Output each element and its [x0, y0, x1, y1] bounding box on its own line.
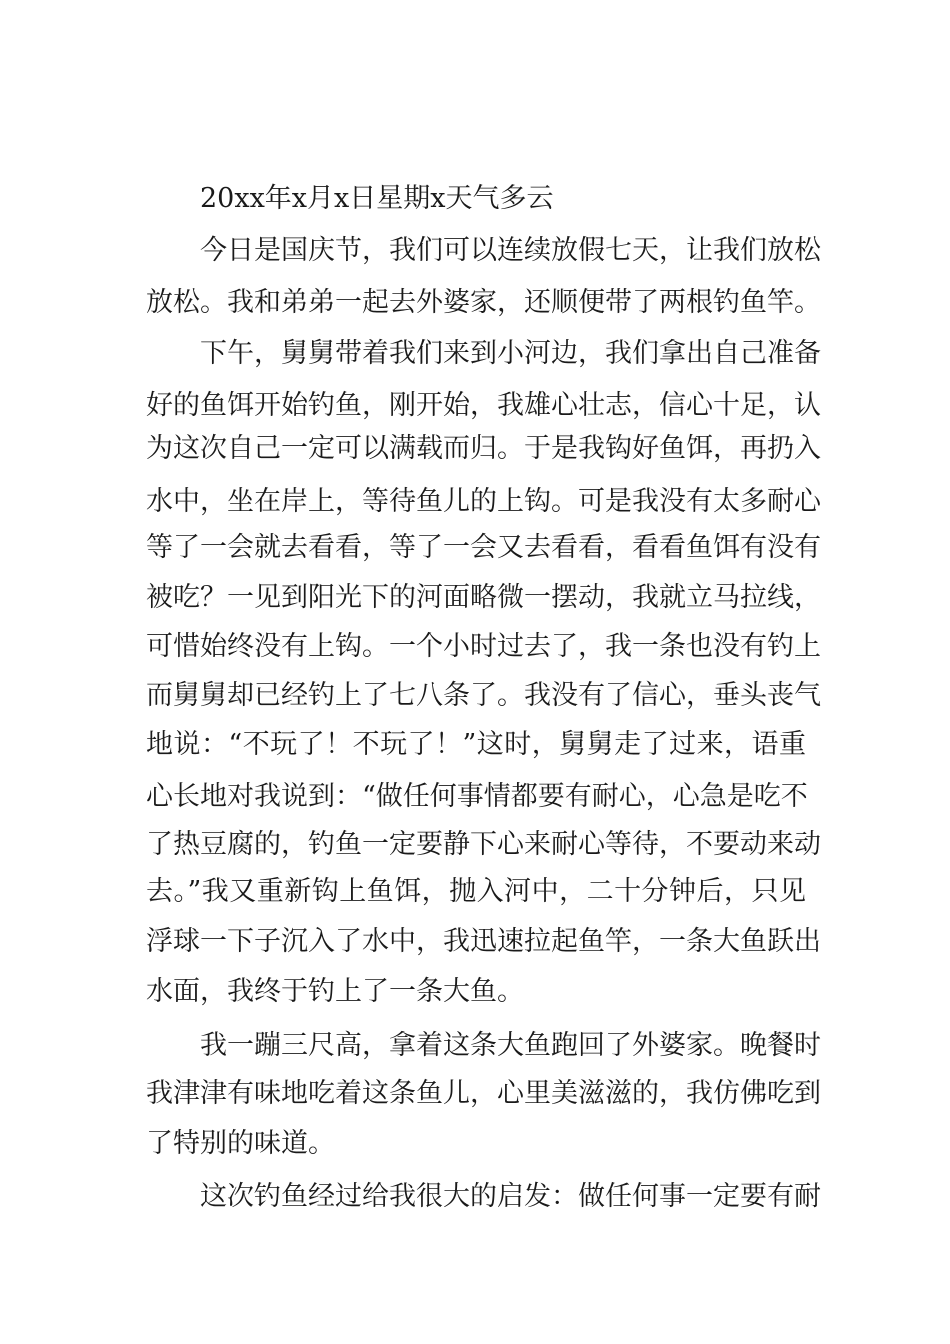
paragraph-2-line-7: 可惜始终没有上钩。一个小时过去了，我一条也没有钓上	[146, 631, 821, 662]
paragraph-1-line-1: 今日是国庆节，我们可以连续放假七天，让我们放松	[200, 235, 821, 266]
paragraph-2-line-9: 地说：“不玩了！不玩了！”这时，舅舅走了过来，语重	[146, 729, 806, 760]
paragraph-2-line-13: 浮球一下子沉入了水中，我迅速拉起鱼竿，一条大鱼跃出	[146, 926, 821, 957]
paragraph-2-line-3: 为这次自己一定可以满载而归。于是我钩好鱼饵，再扔入	[146, 433, 821, 464]
paragraph-3-line-3: 了特别的味道。	[146, 1128, 335, 1159]
paragraph-2-line-10: 心长地对我说到：“做任何事情都要有耐心，心急是吃不	[146, 781, 808, 812]
paragraph-2-line-11: 了热豆腐的，钓鱼一定要静下心来耐心等待，不要动来动	[146, 829, 821, 860]
paragraph-2-line-14: 水面，我终于钓上了一条大鱼。	[146, 976, 524, 1007]
paragraph-2-line-4: 水中，坐在岸上，等待鱼儿的上钩。可是我没有太多耐心	[146, 486, 821, 517]
paragraph-2-line-6: 被吃？一见到阳光下的河面略微一摆动，我就立马拉线，	[146, 582, 821, 613]
paragraph-1-line-2: 放松。我和弟弟一起去外婆家，还顺便带了两根钓鱼竿。	[146, 287, 821, 318]
paragraph-2-line-2: 好的鱼饵开始钓鱼，刚开始，我雄心壮志，信心十足，认	[146, 390, 821, 421]
paragraph-4-line-1: 这次钓鱼经过给我很大的启发：做任何事一定要有耐	[200, 1181, 821, 1212]
paragraph-3-line-2: 我津津有味地吃着这条鱼儿，心里美滋滋的，我仿佛吃到	[146, 1078, 821, 1109]
diary-date-weather: 20xx年x月x日星期x天气多云	[200, 183, 554, 214]
paragraph-2-line-5: 等了一会就去看看，等了一会又去看看，看看鱼饵有没有	[146, 532, 821, 563]
paragraph-2-line-8: 而舅舅却已经钓上了七八条了。我没有了信心，垂头丧气	[146, 680, 821, 711]
paragraph-2-line-12: 去。”我又重新钩上鱼饵，抛入河中，二十分钟后，只见	[146, 876, 806, 907]
paragraph-3-line-1: 我一蹦三尺高，拿着这条大鱼跑回了外婆家。晚餐时	[200, 1030, 821, 1061]
paragraph-2-line-1: 下午，舅舅带着我们来到小河边，我们拿出自己准备	[200, 338, 821, 369]
